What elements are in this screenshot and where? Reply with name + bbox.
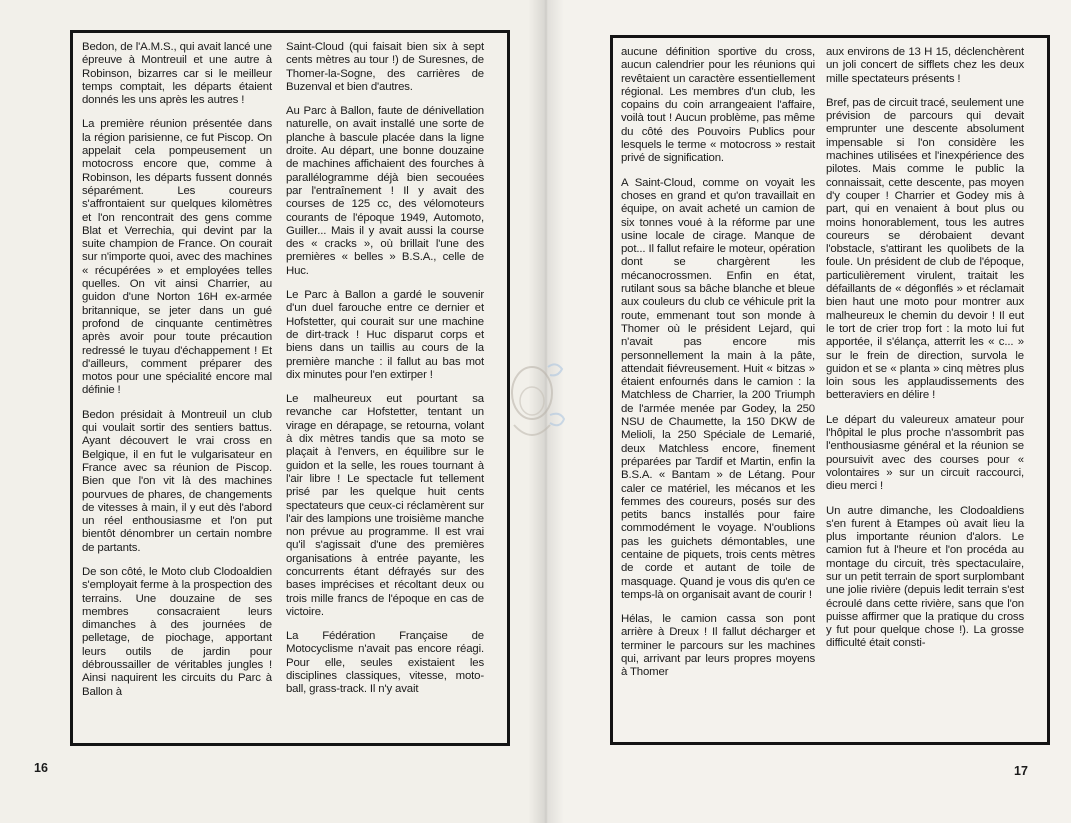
- column-2-paragraph: Saint-Cloud (qui faisait bien six à sept cents mètres au tour !) de Suresnes, de Thomer-la-Sogne, des carrières de Buzenval et bien d'autres.: [286, 41, 484, 93]
- column-1: [82, 41, 272, 699]
- column-1-paragraph: La première réunion présentée dans la région parisienne, ce fut Piscop. On appelait cela pompeusement un motocross encore que, comme à Robinson, les départs fussent donnés séparément. Les coureurs s'affrontaient sur quelques kilomètres et l'on rencontrait des gens comme Blat et Verrechia, qui devint par la suite champion de France. On courait sur n'importe quoi, avec des machines « récupérées » et employées telles quelles. On vit ainsi Charrier, au guidon d'une Norton 16H ex-armée britannique, se jeter dans un gué profond de cinquante centimètres après avoir pour toute précaution redressé le tuyau d'échappement ! Et d'ailleurs, comment préparer des motos pour une spécialité encore mal définie !: [82, 118, 272, 397]
- page-number-left: 16: [34, 761, 48, 775]
- column-1-paragraph: De son côté, le Moto club Clodoaldien s'employait ferme à la prospection des terrains. Une douzaine de ses membres consacraient leurs dimanches à des journées de pelletage, de piochage, apportant leurs outils de jardin pour débroussailler de véritables jungles ! Ainsi naquirent les circuits du Parc à Ballon à: [82, 565, 272, 698]
- column-4-paragraph: Le départ du valeureux amateur pour l'hôpital le plus proche n'assombrit pas l'enthousiasme général et la réunion se poursuivit avec des courses pour « volontaires » sur un circuit raccourci, dieu merci !: [826, 413, 1024, 493]
- column-2-paragraph: Le malheureux eut pourtant sa revanche car Hofstetter, tentant un virage en dérapage, se retourna, volant à dix mètres tandis que sa moto se plaçait à l'envers, en équilibre sur le guidon et la selle, les roues tournant à l'air libre ! Le spectacle fut tellement prisé par les quelque huit cents spectateurs que ceux-ci réclamèrent sur l'air des lampions une troisième manche non prévue au programme. Il est vrai qu'il s'agissait d'une des premières organisations à entrée payante, les concurrents étant défrayés sur des bases imprécises et récoltant deux ou trois mille francs de l'époque en cas de victoire.: [286, 393, 484, 618]
- column-2-paragraph: Le Parc à Ballon a gardé le souvenir d'un duel farouche entre ce dernier et Hofstetter, qui courait sur une machine de dirt-track ! Huc disparut corps et biens dans un taillis au cours de la première manche : il fallut au bas mot dix minutes pour l'en extirper !: [286, 289, 484, 381]
- column-1-paragraph: Bedon, de l'A.M.S., qui avait lancé une épreuve à Montreuil et une autre à Robinson, bizarres car si le meilleur temps comptait, les départs étaient donnés les uns après les autres !: [82, 41, 272, 107]
- column-4-paragraph: aux environs de 13 H 15, déclenchèrent un joli concert de sifflets chez les deux mille spectateurs présents !: [826, 46, 1024, 85]
- column-3-paragraph: A Saint-Cloud, comme on voyait les choses en grand et qu'on travaillait en équipe, on avait acheté un camion de six tonnes voué à la réforme par une usine locale de cirage. Manque de pot... Il fallut refaire le moteur, opération dont se chargèrent les mécanocrossmen. Enfin en état, rutilant sous sa bâche blanche et bleue aux couleurs du club ce véhicule prit la route, emmenant tout son monde à Thomer où le président Lejard, qui n'avait pas encore mis personnellement la main à la pâte, attendait fiévreusement. Huit « bitzas » étaient enfournés dans le camion : la Matchless de Charrier, la 200 Triumph de l'armée menée par Godey, la 250 NSU de Chaumette, la 150 DKW de Melioli, la 250 Spéciale de Lemarié, deux Matchless encore, finement préparées par Tardif et Martin, enfin la B.S.A. « Bantam » de Létang. Pour caler ce matériel, les mécanos et les femmes des coureurs, posés sur des petits bancs installés pour faire commodément le voyage. N'oublions pas les guichets démontables, une centaine de piquets, trois cents mètres de corde et autant de toile de masquage. Quand je vous dis qu'en ce temps-là on organisait avant de courir !: [621, 176, 815, 601]
- page-number-right: 17: [1014, 764, 1028, 778]
- column-4-paragraph: Un autre dimanche, les Clodoaldiens s'en furent à Etampes où avait lieu la plus importante réunion d'alors. Le camion fut à l'heure et l'on procéda au montage du circuit, très spectaculaire, sur un petit terrain de sport surplombant une jolie rivière (depuis ledit terrain s'est écroulé dans cette rivière, sans que l'on puisse affirmer que la pratique du cross y fut pour quelque chose !). La grosse difficulté était consti-: [826, 504, 1024, 650]
- library-stamp-watermark: [500, 345, 570, 460]
- column-4: [826, 46, 1024, 651]
- column-3: [621, 46, 815, 680]
- column-2-paragraph: Au Parc à Ballon, faute de dénivellation naturelle, on avait installé une sorte de planche à bascule placée dans la ligne droite. Au départ, une bonne douzaine de machines affichaient des fourches à parallélogramme déjà bien secouées par l'entraînement ! Il y avait des courses de 125 cc, des vélomoteurs courants de l'époque 1949, Automoto, Guiller... Mais il y avait aussi la course des « cracks », où brillait l'une des premières « belles » B.S.A., celle de Huc.: [286, 105, 484, 277]
- column-2: [286, 41, 484, 697]
- column-4-paragraph: Bref, pas de circuit tracé, seulement une prévision de parcours qui devait emprunter une descente absolument impensable si l'on considère les machines utilisées et l'inexpérience des pilotes. Mais comme le public la connaissait, cette descente, pas moyen d'y couper ! Charrier et Godey mis à part, qui en venaient à bout plus ou moins honorablement, tous les autres coureurs se dérobaient devant l'obstacle, s'attirant les quolibets de la foule. Un président de club de l'époque, particulièrement virulent, traitait les défaillants de « dégonflés » et réclamait bien haut une moto pour montrer aux malheureux le chemin du devoir ! Il eut le tort de crier trop fort : la moto lui fut apportée, il s'élança, atterrit les « c... » sur le frein de direction, survola le guidon et se « planta » cinq mètres plus loin sous les applaudissements des betteraviers en délire !: [826, 96, 1024, 402]
- column-3-paragraph: Hélas, le camion cassa son pont arrière à Dreux ! Il fallut décharger et terminer le parcours sur les machines qui, arrivant par leurs propres moyens à Thomer: [621, 613, 815, 679]
- column-3-paragraph: aucune définition sportive du cross, aucun calendrier pour les réunions qui revêtaient un caractère essentiellement régional. Les membres d'un club, les copains du coin arrangeaient l'affaire, voilà tout ! Aucun problème, pas même du côté des Pouvoirs Publics pour lesquels le terme « motocross » restait privé de signification.: [621, 46, 815, 165]
- column-1-paragraph: Bedon présidait à Montreuil un club qui voulait sortir des sentiers battus. Ayant découvert le vrai cross en Belgique, il en fut le vulgarisateur en France avec sa réunion de Piscop. Bien que l'on vit là des machines pourvues de phares, de changements de vitesses à main, il y eut dès l'abord un réel enthousiasme et l'on put bientôt dénombrer un certain nombre de partants.: [82, 408, 272, 554]
- column-2-paragraph: La Fédération Française de Motocyclisme n'avait pas encore réagi. Pour elle, seules existaient les disciplines classiques, vitesse, moto-ball, grass-track. Il n'y avait: [286, 630, 484, 696]
